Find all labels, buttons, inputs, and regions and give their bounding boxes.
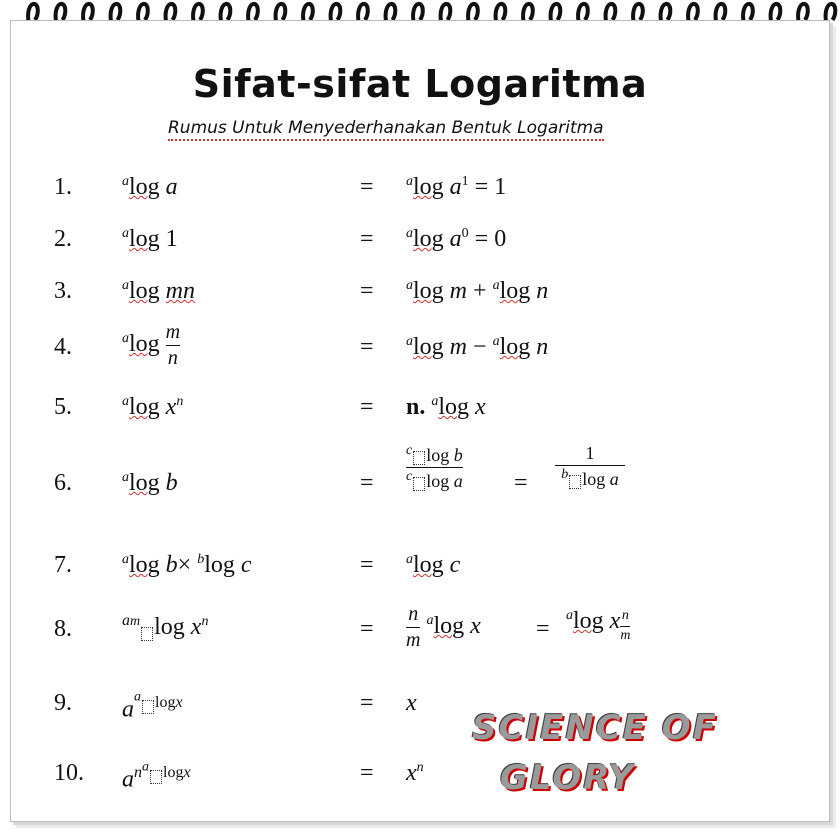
formula-lhs: $^{am}$ $\log x^n$	[122, 612, 209, 640]
formula-lhs: $^a$log mn	[122, 278, 196, 304]
equals-sign: =	[360, 394, 374, 420]
row-number: 8.	[54, 616, 72, 642]
watermark-line-2: GLORY	[500, 758, 635, 798]
formula-rhs: x	[406, 690, 417, 716]
equals-sign: =	[360, 278, 374, 304]
equals-sign: =	[360, 760, 374, 786]
formula-lhs: $^a$log b	[122, 470, 178, 496]
equals-sign: =	[360, 616, 374, 642]
equals-sign: =	[360, 174, 374, 200]
row-number: 9.	[54, 690, 72, 716]
formula-lhs: $^a$log $x^n$	[122, 394, 184, 420]
formula-rhs: $^a$log $a^1 = 1$	[406, 174, 507, 200]
row-number: 1.	[54, 174, 72, 200]
page-title: Sifat-sifat Logaritma	[192, 62, 648, 106]
row-number: 6.	[54, 470, 72, 496]
page-subtitle: Rumus Untuk Menyederhanakan Bentuk Logaritma	[168, 118, 604, 141]
formula-lhs: $a^{a logx}$	[122, 690, 183, 723]
row-number: 2.	[54, 226, 72, 252]
equals-sign: =	[536, 616, 550, 642]
formula-lhs: $^a$log $\frac{m}{n}$	[122, 321, 181, 369]
equals-sign: =	[360, 226, 374, 252]
row-number: 4.	[54, 334, 72, 360]
formula-lhs: $^a$log a	[122, 174, 178, 200]
formula-rhs: $x^n$	[406, 760, 424, 786]
watermark-line-1: SCIENCE OF	[472, 708, 718, 748]
equals-sign: =	[360, 470, 374, 496]
row-number: 5.	[54, 394, 72, 420]
formula-rhs: $\frac{n}{m}$ $^a$log x	[406, 603, 481, 651]
formula-rhs: $^a$log m − $^a$log n	[406, 334, 549, 360]
equals-sign: =	[514, 470, 528, 496]
formula-lhs: $^a$log b× $^b$log c	[122, 552, 252, 578]
formula-lhs: $^a$log 1	[122, 226, 178, 252]
equals-sign: =	[360, 690, 374, 716]
row-number: 10.	[54, 760, 84, 786]
formula-lhs: $a^{na logx}$	[122, 760, 191, 793]
formula-rhs: $^a$log m + $^a$log n	[406, 278, 549, 304]
formula-rhs: n. $^a$log x	[406, 394, 486, 420]
row-number: 7.	[54, 552, 72, 578]
equals-sign: =	[360, 552, 374, 578]
row-number: 3.	[54, 278, 72, 304]
formula-rhs: $^a$log c	[406, 552, 461, 578]
equals-sign: =	[360, 334, 374, 360]
formula-rhs: $^a$log $a^0 = 0$	[406, 226, 507, 252]
formula-rhs-alt: $^a$log x $\frac{n}{m}$	[566, 608, 631, 643]
formula-rhs: $\frac{^c \log b}{^c \log a}$	[406, 443, 463, 491]
formula-rhs-alt: $\frac{1}{^b \log a}$	[555, 444, 625, 489]
